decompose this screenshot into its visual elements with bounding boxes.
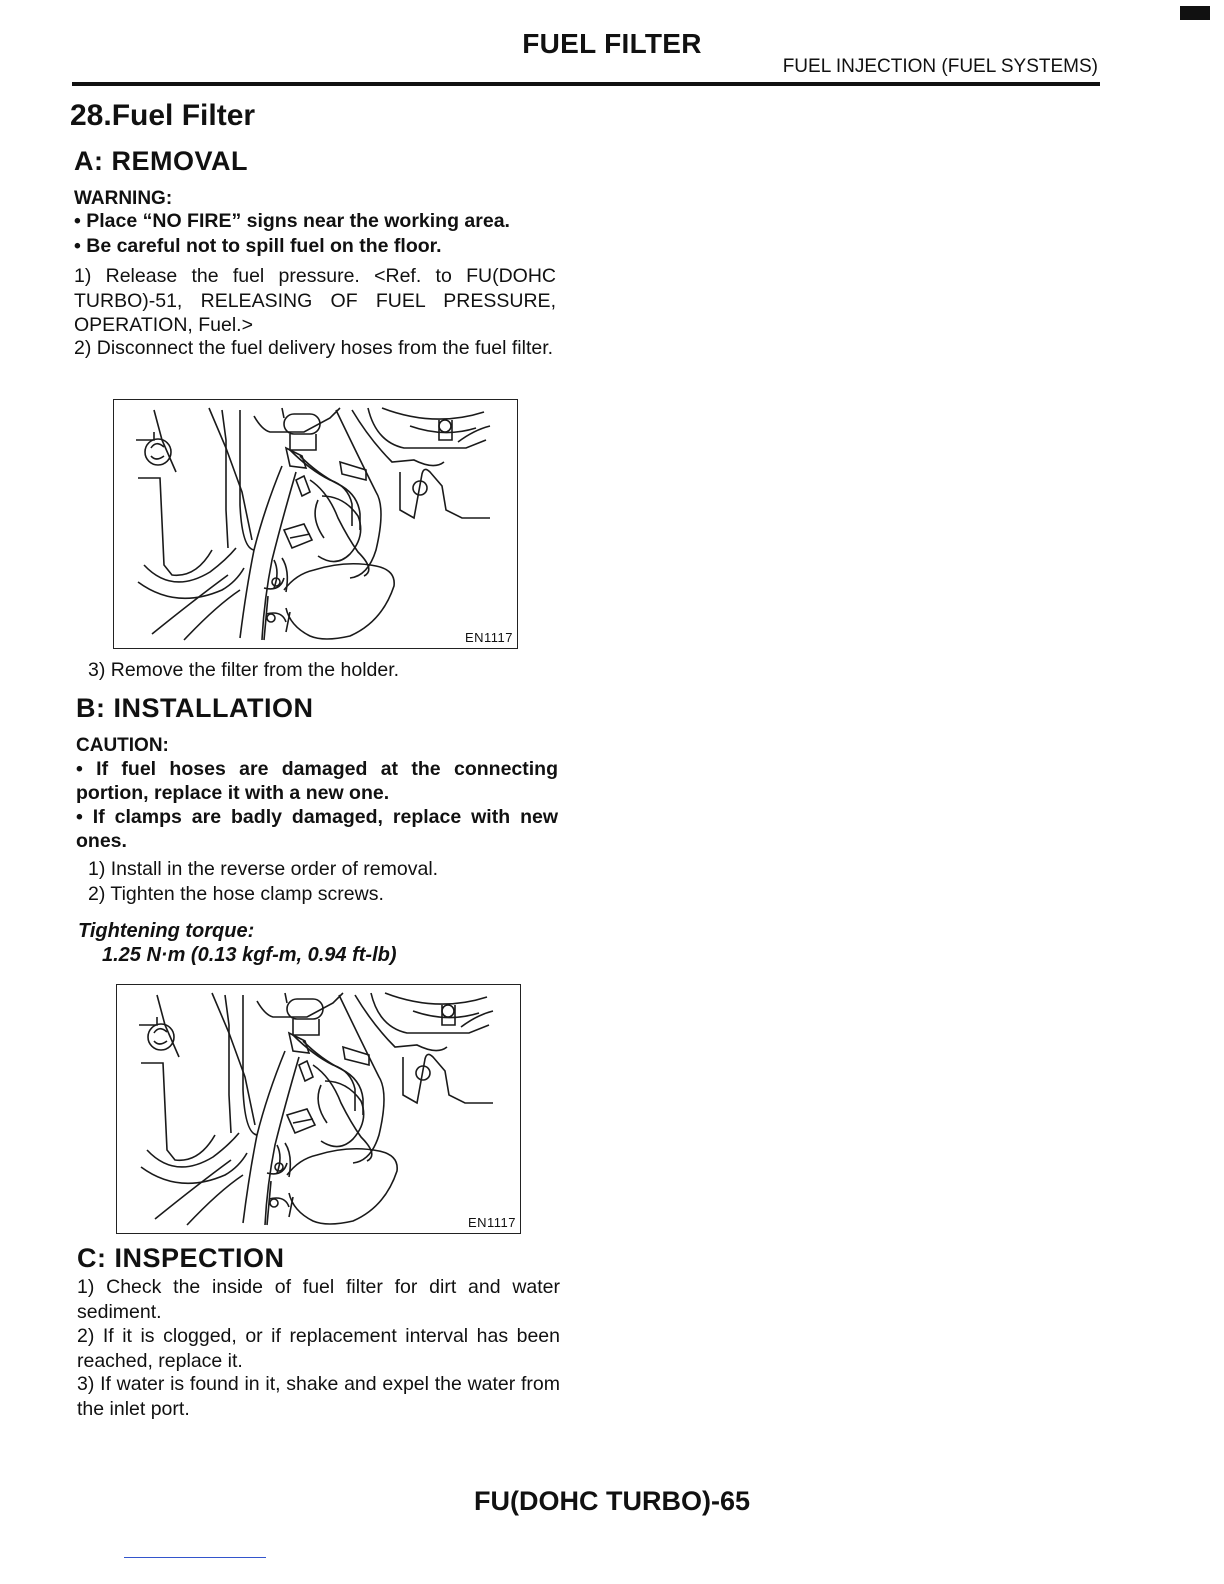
fuel-filter-figure <box>116 984 521 1234</box>
removal-step-1: 1) Release the fuel pressure. <Ref. to FU(DOHC TURBO)-51, RELEASING OF FUEL PRESSURE, OPERATION, Fuel.> <box>74 265 556 336</box>
installation-heading: B: INSTALLATION <box>76 693 314 723</box>
torque-value: 1.25 N·m (0.13 kgf-m, 0.94 ft-lb) <box>102 944 397 966</box>
caution-item: • If clamps are badly damaged, replace with new ones. <box>76 806 558 852</box>
chapter-heading: 28.Fuel Filter <box>70 99 256 132</box>
warning-label: WARNING: <box>74 188 173 209</box>
torque-label: Tightening torque: <box>78 920 255 942</box>
fuel-filter-illustration <box>114 400 519 650</box>
caution-label: CAUTION: <box>76 735 169 756</box>
inspection-heading: C: INSPECTION <box>77 1243 285 1273</box>
removal-step-3: 3) Remove the filter from the holder. <box>88 659 400 681</box>
inspection-step-2: 2) If it is clogged, or if replacement interval has been reached, replace it. <box>77 1325 560 1372</box>
installation-step-1: 1) Install in the reverse order of removal. <box>88 858 439 880</box>
page-corner-mark <box>1180 6 1210 20</box>
inspection-step-3: 3) If water is found in it, shake and expel the water from the inlet port. <box>77 1373 560 1420</box>
section-label: FUEL INJECTION (FUEL SYSTEMS) <box>782 56 1098 77</box>
warning-item: • Place “NO FIRE” signs near the working area. <box>74 210 510 232</box>
page-number: FU(DOHC TURBO)-65 <box>474 1486 750 1516</box>
footer-link-underline <box>124 1557 266 1558</box>
removal-step-2: 2) Disconnect the fuel delivery hoses from the fuel filter. <box>74 337 554 359</box>
installation-step-2: 2) Tighten the hose clamp screws. <box>88 883 384 905</box>
fuel-filter-illustration <box>117 985 522 1235</box>
header-rule <box>72 82 1100 86</box>
figure-code: EN1117 <box>467 1215 516 1230</box>
removal-heading: A: REMOVAL <box>74 146 248 176</box>
fuel-filter-figure <box>113 399 518 649</box>
caution-item: • If fuel hoses are damaged at the connecting portion, replace it with a new one. <box>76 758 558 804</box>
inspection-step-1: 1) Check the inside of fuel filter for dirt and water sediment. <box>77 1276 560 1323</box>
figure-code: EN1117 <box>464 630 513 645</box>
warning-item: • Be careful not to spill fuel on the floor. <box>74 235 442 257</box>
page-title: FUEL FILTER <box>522 28 702 59</box>
